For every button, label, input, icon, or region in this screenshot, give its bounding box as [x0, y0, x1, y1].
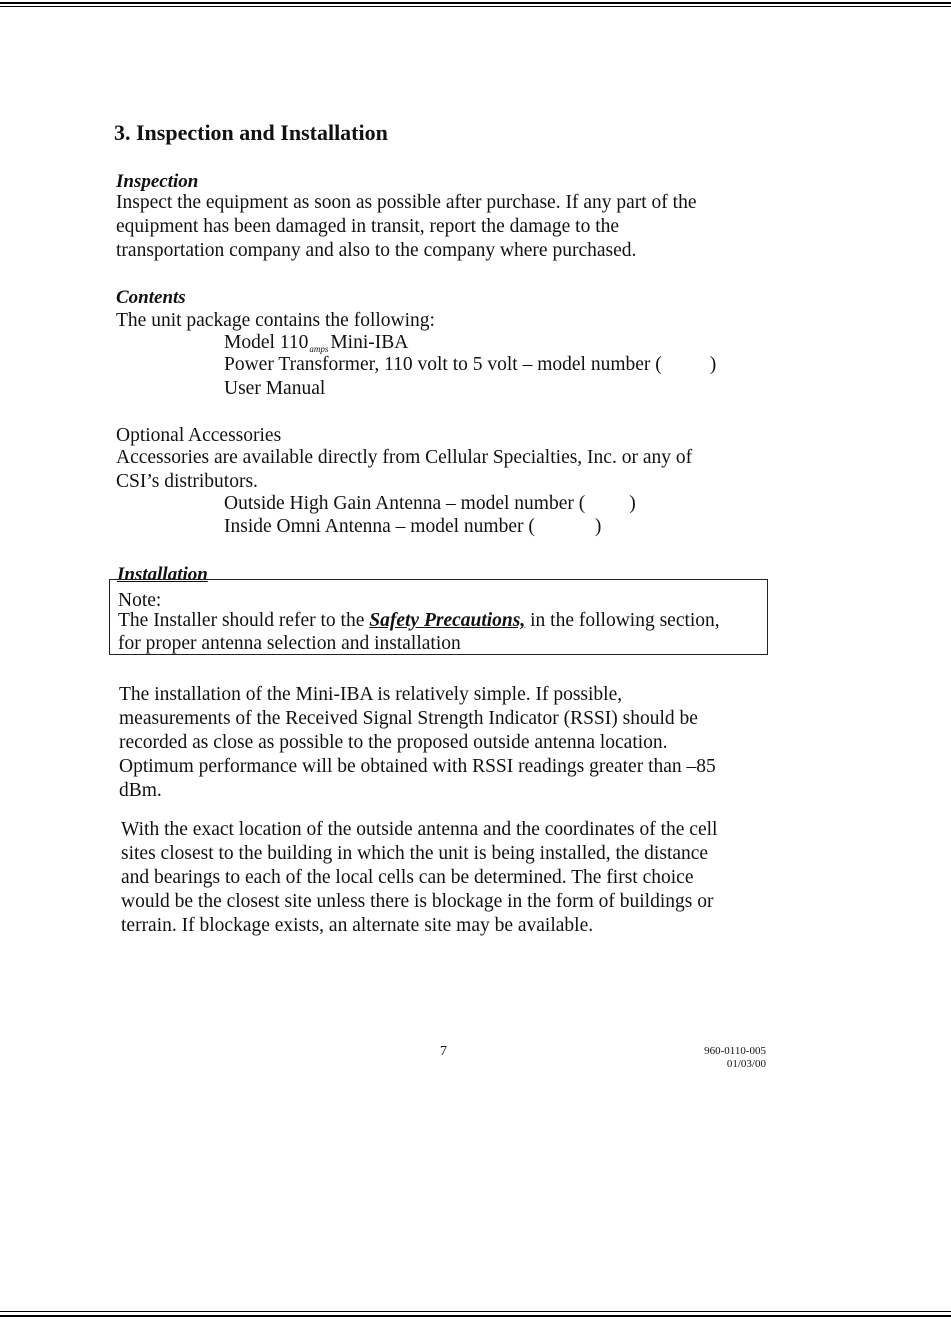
installation-line: recorded as close as possible to the proposed outside antenna location. [119, 732, 668, 753]
doc-info [660, 1045, 766, 1071]
inside-close: ) [594, 516, 602, 537]
page-number: 7 [440, 1044, 447, 1059]
optional-heading: Optional Accessories [116, 425, 282, 446]
inspection-line: Inspect the equipment as soon as possible after purchase. If any part of the [116, 192, 697, 213]
installation-line: Optimum performance will be obtained with RSSI readings greater than –85 [119, 756, 716, 777]
optional-line: Accessories are available directly from Cellular Specialties, Inc. or any of [116, 447, 693, 468]
inspection-paragraph [116, 191, 696, 263]
installation-line: With the exact location of the outside antenna and the coordinates of the cell [121, 819, 718, 840]
installation-line: The installation of the Mini-IBA is relatively simple. If possible, [119, 684, 623, 705]
optional-item-inside [224, 515, 601, 539]
bottom-border-rule [0, 1315, 951, 1317]
contents-item-transformer [224, 353, 716, 377]
model-subscript: amps [309, 344, 329, 354]
optional-item-outside [224, 492, 636, 516]
outside-text: Outside High Gain Antenna – model number ( [224, 493, 586, 514]
doc-date: 01/03/00 [726, 1058, 766, 1070]
installation-line: measurements of the Received Signal Strength Indicator (RSSI) should be [119, 708, 698, 729]
installation-line: terrain. If blockage exists, an alternate site may be available. [121, 915, 594, 936]
section-title: 3. Inspection and Installation [114, 120, 388, 145]
installation-line: dBm. [119, 780, 162, 801]
model-suffix: Mini-IBA [330, 332, 409, 353]
outside-close: ) [629, 493, 636, 514]
optional-line: CSI’s distributors. [116, 471, 258, 492]
installation-paragraph-2 [121, 818, 717, 938]
inspection-line: equipment has been damaged in transit, report the damage to the [116, 216, 620, 237]
top-border-rule [0, 2, 951, 4]
model-prefix: Model 110 [224, 332, 309, 353]
safety-precautions-link[interactable]: Safety Precautions, [369, 610, 526, 631]
optional-paragraph [116, 446, 692, 494]
note-label: Note: [118, 590, 162, 611]
transformer-text: Power Transformer, 110 volt to 5 volt – model number ( [224, 354, 662, 375]
note-line-1 [118, 609, 720, 633]
contents-heading: Contents [116, 287, 186, 308]
installation-paragraph-1 [119, 683, 716, 803]
inspection-line: transportation company and also to the company where purchased. [116, 240, 637, 261]
note-line-2: for proper antenna selection and installation [118, 633, 461, 654]
top-border-rule-inner [0, 6, 951, 7]
contents-item-manual: User Manual [224, 378, 326, 399]
inside-text: Inside Omni Antenna – model number ( [224, 516, 535, 537]
installation-line: would be the closest site unless there is blockage in the form of buildings or [121, 891, 714, 912]
contents-intro: The unit package contains the following: [116, 310, 435, 331]
installation-heading: Installation [117, 564, 208, 585]
installation-line: and bearings to each of the local cells can be determined. The first choice [121, 867, 694, 888]
note-suffix: in the following section, [530, 610, 720, 631]
transformer-close: ) [709, 354, 717, 375]
doc-number: 960-0110-005 [704, 1045, 766, 1057]
installation-line: sites closest to the building in which the unit is being installed, the distance [121, 843, 709, 864]
bottom-border-rule-inner [0, 1311, 951, 1312]
note-prefix: The Installer should refer to the [118, 610, 365, 631]
inspection-heading: Inspection [116, 171, 199, 192]
